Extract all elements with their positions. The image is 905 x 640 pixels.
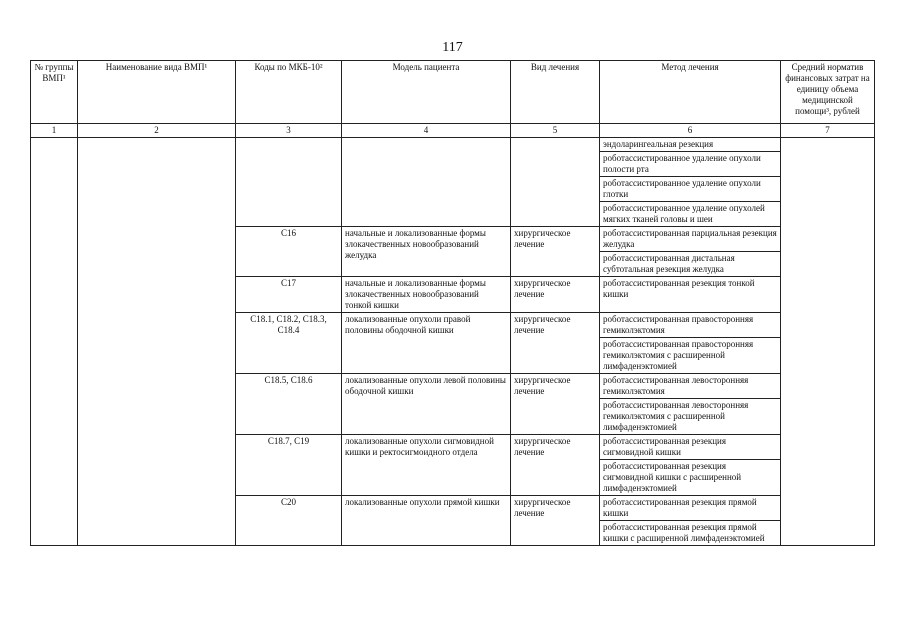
cell-model: локализованные опухоли сигмовидной кишки и ректосигмоидного отдела <box>342 435 511 496</box>
cell-method: роботассистированное удаление опухоли глотки <box>600 177 781 202</box>
cell-code: C18.1, C18.2, C18.3, C18.4 <box>236 313 342 374</box>
table-row <box>31 138 875 152</box>
cell-treatment: хирургическое лечение <box>511 496 600 546</box>
cell-model: локализованные опухоли правой половины ободочной кишки <box>342 313 511 374</box>
cell-method: роботассистированная резекция сигмовидной кишки с расширенной лимфаденэктомией <box>600 460 781 496</box>
cell-method: роботассистированная парциальная резекция желудка <box>600 227 781 252</box>
cell-method: роботассистированная резекция тонкой кишки <box>600 277 781 313</box>
column-number: 1 <box>31 124 78 138</box>
cell-treatment: хирургическое лечение <box>511 227 600 277</box>
cell-method: роботассистированная левосторонняя гемиколэктомия <box>600 374 781 399</box>
column-number: 2 <box>78 124 236 138</box>
column-number: 4 <box>342 124 511 138</box>
cell-method: роботассистированное удаление опухоли полости рта <box>600 152 781 177</box>
cell-code: C18.5, C18.6 <box>236 374 342 435</box>
page-number: 117 <box>442 40 463 55</box>
cell-code: C17 <box>236 277 342 313</box>
cell-model <box>342 138 511 227</box>
cell-method: роботассистированная резекция прямой кишки с расширенной лимфаденэктомией <box>600 521 781 546</box>
header-treatment-type: Вид лечения <box>511 61 600 124</box>
column-number-row <box>31 124 875 138</box>
cell-model: начальные и локализованные формы злокачественных новообразований желудка <box>342 227 511 277</box>
cell-group-number <box>31 138 78 546</box>
cell-code: C20 <box>236 496 342 546</box>
cell-treatment: хирургическое лечение <box>511 374 600 435</box>
cell-method: роботассистированное удаление опухолей мягких тканей головы и шеи <box>600 202 781 227</box>
cell-model: локализованные опухоли прямой кишки <box>342 496 511 546</box>
column-number: 3 <box>236 124 342 138</box>
header-avg-cost: Средний норматив финансовых затрат на единицу объема медицинской помощи³, рублей <box>781 61 875 124</box>
cell-method: роботассистированная резекция прямой кишки <box>600 496 781 521</box>
vmp-table <box>30 60 875 546</box>
cell-treatment: хирургическое лечение <box>511 435 600 496</box>
cell-method: эндоларингеальная резекция <box>600 138 781 152</box>
header-group-number: № группы ВМП¹ <box>31 61 78 124</box>
cell-code <box>236 138 342 227</box>
cell-treatment: хирургическое лечение <box>511 277 600 313</box>
column-number: 5 <box>511 124 600 138</box>
header-icd-codes: Коды по МКБ-10² <box>236 61 342 124</box>
cell-model: локализованные опухоли левой половины ободочной кишки <box>342 374 511 435</box>
cell-avg-cost <box>781 138 875 546</box>
header-vmp-name: Наименование вида ВМП¹ <box>78 61 236 124</box>
header-row <box>31 61 875 124</box>
cell-code: C16 <box>236 227 342 277</box>
cell-vmp-name <box>78 138 236 546</box>
cell-method: роботассистированная правосторонняя гемиколэктомия <box>600 313 781 338</box>
cell-method: роботассистированная дистальная субтотальная резекция желудка <box>600 252 781 277</box>
cell-model: начальные и локализованные формы злокачественных новообразований тонкой кишки <box>342 277 511 313</box>
cell-treatment: хирургическое лечение <box>511 313 600 374</box>
cell-code: C18.7, C19 <box>236 435 342 496</box>
header-patient-model: Модель пациента <box>342 61 511 124</box>
cell-method: роботассистированная левосторонняя гемиколэктомия с расширенной лимфаденэктомией <box>600 399 781 435</box>
cell-method: роботассистированная резекция сигмовидной кишки <box>600 435 781 460</box>
cell-treatment <box>511 138 600 227</box>
column-number: 7 <box>781 124 875 138</box>
cell-method: роботассистированная правосторонняя гемиколэктомия с расширенной лимфаденэктомией <box>600 338 781 374</box>
column-number: 6 <box>600 124 781 138</box>
header-treatment-method: Метод лечения <box>600 61 781 124</box>
